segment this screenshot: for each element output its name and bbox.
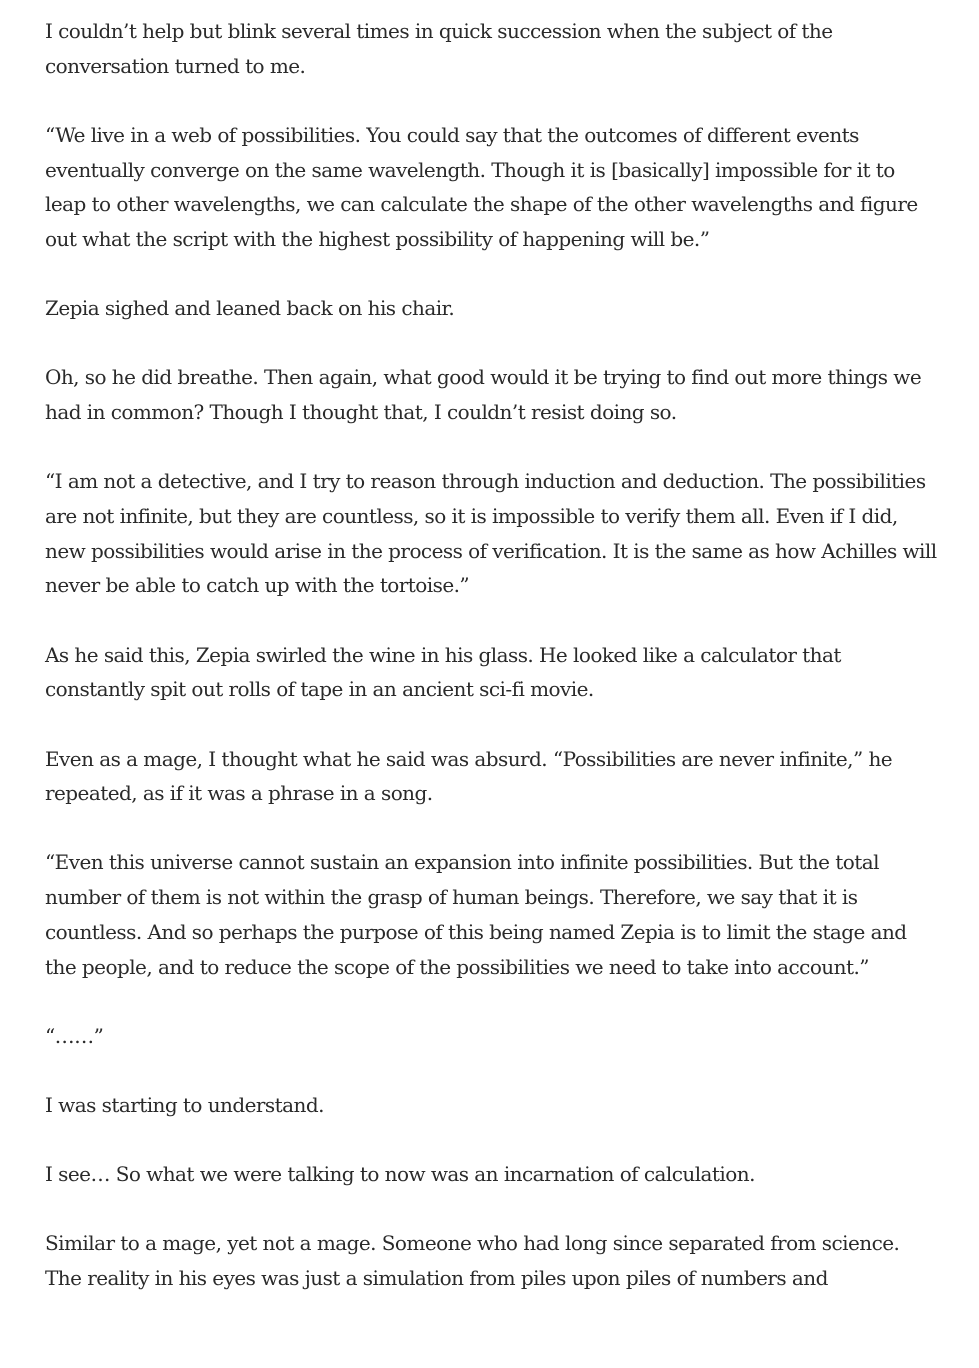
paragraph: Similar to a mage, yet not a mage. Someone who had long since separated from science. The reality in his eyes was just a simulation from piles upon piles of numbers and (45, 1231, 900, 1291)
paragraph: Oh, so he did breathe. Then again, what good would it be trying to find out more things we had in common? Though I thought that, I couldn’t resist doing so. (45, 365, 922, 425)
paragraph: As he said this, Zepia swirled the wine in his glass. He looked like a calculator that constantly spit out rolls of tape in an ancient sci-fi movie. (45, 642, 841, 702)
paragraph: I was starting to understand. (45, 1092, 324, 1117)
paragraph: I couldn’t help but blink several times in quick succession when the subject of the conversation turned to me. (45, 19, 833, 78)
paragraph: Zepia sighed and leaned back on his chair. (45, 296, 455, 321)
paragraph: “I am not a detective, and I try to reason through induction and deduction. The possibilities are not infinite, but they are countless, so it is impossible to verify them all. Even if I did, new possibilities would arise in the process of verification. It is the same as how Achilles will never be able to catch up with the tortoise.” (45, 469, 937, 598)
paragraph: I see… So what we were talking to now was an incarnation of calculation. (45, 1162, 755, 1187)
paragraph: “We live in a web of possibilities. You could say that the outcomes of different events eventually converge on the same wavelength. Though it is [basically] impossible for it to leap to other wavelengths, we can calculate the shape of the other wavelengths and figure out what the script with the highest possibility of happening will be.” (45, 122, 918, 252)
paragraph: “Even this universe cannot sustain an expansion into infinite possibilities. But the total number of them is not within the grasp of human beings. Therefore, we say that it is countless. And so perhaps the purpose of this being named Zepia is to limit the stage and the people, and to reduce the scope of the possibilities we need to take into account.” (45, 850, 907, 979)
paragraph: “……” (45, 1023, 104, 1048)
paragraph: Even as a mage, I thought what he said was absurd. “Possibilities are never infinite,” he repeated, as if it was a phrase in a song. (45, 746, 893, 806)
